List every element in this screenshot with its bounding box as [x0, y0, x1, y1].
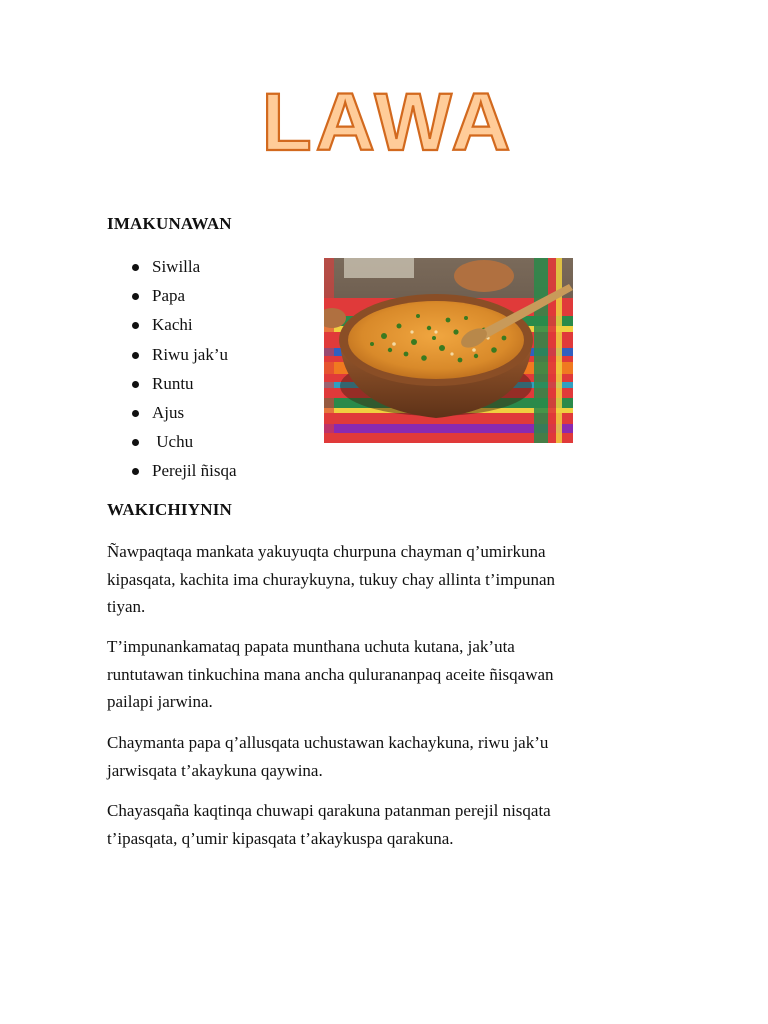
- paragraph-line: Ñawpaqtaqa mankata yakuyuqta churpuna chayman q’umirkuna: [107, 542, 546, 561]
- preparation-paragraph: [107, 797, 667, 852]
- paragraph-line: t’ipasqata, q’umir kipasqata t’akaykuspa qarakuna.: [107, 828, 454, 848]
- ingredient-label: Perejil ñisqa: [152, 461, 237, 481]
- bullet-icon: [132, 322, 139, 329]
- preparation-paragraph: [107, 538, 667, 621]
- bullet-icon: [132, 293, 139, 300]
- ingredient-item: [107, 430, 237, 459]
- page-title: [0, 86, 768, 162]
- paragraph-line: tiyan.: [107, 597, 146, 616]
- title-text: LAWA: [261, 86, 515, 162]
- paragraph-line: T’impunankamataq papata munthana uchuta kutana, jak’uta: [107, 637, 515, 656]
- bullet-icon: [132, 381, 139, 388]
- ingredient-item: [107, 284, 237, 313]
- paragraph-line: pailapi jarwina.: [107, 692, 213, 711]
- preparation-paragraph: [107, 729, 667, 784]
- ingredient-label: Papa: [152, 286, 186, 306]
- bullet-icon: [132, 439, 139, 446]
- bullet-icon: [132, 352, 139, 359]
- paragraph-line: Chaymanta papa q’allusqata uchustawan kachaykuna, riwu jak’u: [107, 733, 549, 752]
- ingredient-label: Riwu jak’u: [152, 344, 229, 364]
- ingredient-label: Siwilla: [152, 257, 201, 276]
- ingredient-label: Uchu: [152, 432, 194, 452]
- bullet-icon: [132, 468, 139, 475]
- paragraph-line: kipasqata, kachita ima churaykuyna, tukuy chay allinta t’impunan: [107, 569, 555, 589]
- preparation-paragraph: [107, 633, 667, 716]
- paragraph-line: runtutawan tinkuchina mana ancha qulurananpaq aceite ñisqawan: [107, 664, 554, 684]
- paragraph-line: Chayasqaña kaqtinqa chuwapi qarakuna patanman perejil nisqata: [107, 801, 551, 820]
- ingredient-label: Kachi: [152, 315, 193, 335]
- soup-bowl-photo: [324, 258, 573, 443]
- ingredients-heading: IMAKUNAWAN: [107, 214, 232, 233]
- ingredient-label: Ajus: [152, 402, 185, 422]
- bullet-icon: [132, 264, 139, 271]
- ingredients-list: [107, 255, 237, 489]
- ingredient-item: [107, 255, 237, 284]
- ingredient-item: [107, 313, 237, 342]
- bullet-icon: [132, 410, 139, 417]
- ingredient-item: [107, 401, 237, 430]
- ingredient-item: [107, 459, 237, 488]
- ingredient-label: Runtu: [152, 373, 194, 393]
- paragraph-line: jarwisqata t’akaykuna qaywina.: [107, 760, 323, 780]
- preparation-heading: WAKICHIYNIN: [107, 500, 232, 519]
- ingredient-item: [107, 372, 237, 401]
- ingredient-item: [107, 343, 237, 372]
